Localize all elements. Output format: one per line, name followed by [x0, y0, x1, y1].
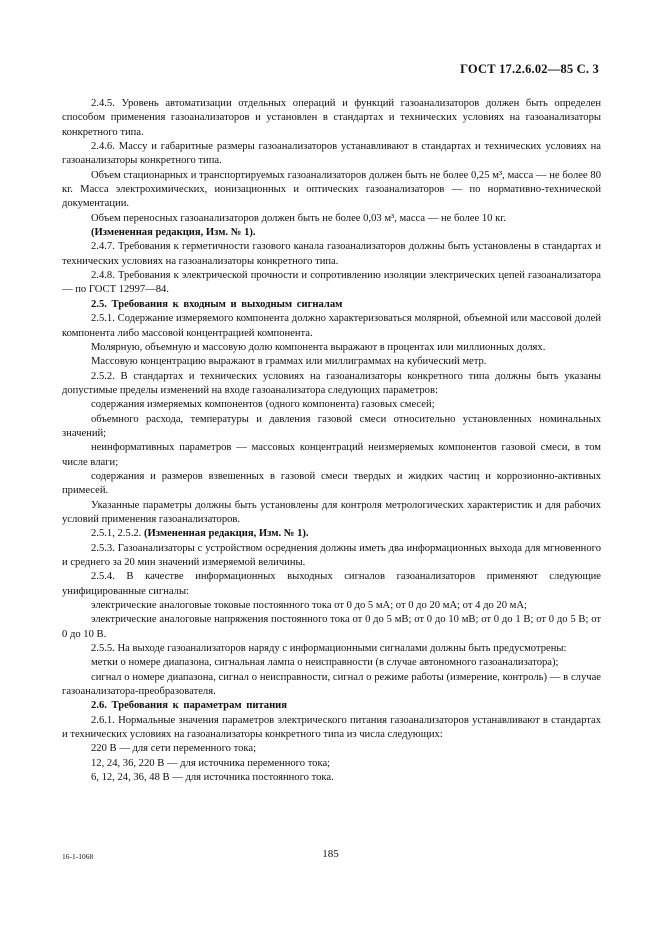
amendment-note: (Измененная редакция, Изм. № 1).: [143, 528, 309, 540]
paragraph: 2.4.7. Требования к герметичности газового канала газоанализаторов должны быть установлены в стандартах и технических условиях на газоанализаторы конкретного типа.: [62, 241, 601, 267]
paragraph: Массовую концентрацию выражают в граммах или миллиграммах на кубический метр.: [91, 356, 487, 368]
amendment-line: [62, 527, 601, 541]
list-item: 220 В — для сети переменного тока;: [91, 743, 257, 755]
section-heading: 2.5. Требования к входным и выходным сигналам: [91, 298, 343, 310]
paragraph: 2.5.2. В стандартах и технических условиях на газоанализаторы конкретного типа должны быть указаны допустимые пределы изменений на входе газоанализатора следующих параметров:: [62, 370, 601, 396]
list-item: электрические аналоговые токовые постоянного тока от 0 до 5 мА; от 0 до 20 мА; от 4 до 20 мА;: [91, 600, 527, 612]
paragraph: 2.5.4. В качестве информационных выходных сигналов газоанализаторов применяют следующие унифицированные сигналы:: [62, 571, 601, 597]
paragraph: Объем переносных газоанализаторов должен быть не более 0,03 м³, масса — не более 10 кг.: [91, 212, 507, 224]
list-item: электрические аналоговые напряжения постоянного тока от 0 до 5 мВ; от 0 до 10 мВ; от 0 до 1 В; от 0 до 5 В; от 0 до 10 В.: [62, 614, 601, 640]
paragraph: Молярную, объемную и массовую долю компонента выражают в процентах или миллионных долях.: [91, 341, 546, 353]
list-item: 6, 12, 24, 36, 48 В — для источника постоянного тока.: [91, 772, 334, 784]
paragraph: 2.4.6. Массу и габаритные размеры газоанализаторов устанавливают в стандартах и технических условиях на газоанализаторы конкретного типа.: [62, 141, 601, 167]
page-number: 185: [322, 848, 339, 860]
paragraph: Объем стационарных и транспортируемых газоанализаторов должен быть не более 0,25 м³, масса — не более 80 кг. Масса электрохимических, ионизационных и оптических газоанализаторов — по нормативно-технической документации.: [62, 169, 601, 210]
paragraph: 2.6.1. Нормальные значения параметров электрического питания газоанализаторов устанавливают в стандартах и технических условиях на газоанализаторы конкретного типа из числа следующих:: [62, 714, 601, 741]
amendment-note: (Измененная редакция, Изм. № 1).: [91, 227, 256, 239]
list-item: неинформативных параметров — массовых концентраций неизмеряемых компонентов газовой смеси, в том числе влаги;: [62, 442, 601, 468]
paragraph: 2.5.3. Газоанализаторы с устройством осреднения должны иметь два информационных выхода для мгновенного и среднего за 20 мин значений измеряемой величины.: [62, 542, 601, 568]
paragraph: 2.5.1. Содержание измеряемого компонента должно характеризоваться молярной, объемной или массовой долей компонента либо массовой концентрацией компонента.: [62, 313, 601, 339]
list-item: 12, 24, 36, 220 В — для источника переменного тока;: [91, 757, 331, 769]
list-item: объемного расхода, температуры и давления газовой смеси относительно установленных номинальных значений;: [62, 413, 601, 439]
paragraph: 2.4.8. Требования к электрической прочности и сопротивлению изоляции электрических цепей газоанализатора — по ГОСТ 12997—84.: [62, 270, 601, 296]
list-item: содержания измеряемых компонентов (одного компонента) газовых смесей;: [91, 399, 435, 411]
paragraph: 2.5.5. На выходе газоанализаторов наряду с информационными сигналами должны быть предусмотрены:: [91, 643, 567, 655]
list-item: содержания и размеров взвешенных в газовой смеси твердых и жидких частиц и коррозионно-активных примесей.: [62, 470, 601, 497]
paragraph: 2.4.5. Уровень автоматизации отдельных операций и функций газоанализаторов должен быть определен способом применения газоанализаторов и установлен в стандартах и технических условиях на газоанализаторы конкретного типа.: [62, 98, 601, 138]
document-body: [62, 97, 601, 786]
clause-ref: 2.5.1, 2.5.2.: [91, 528, 142, 540]
page-header: ГОСТ 17.2.6.02—85 С. 3: [460, 62, 599, 76]
list-item: сигнал о номере диапазона, сигнал о неисправности, сигнал о режиме работы (измерение, контроль) — в случае газоанализатора-преобразователя.: [62, 671, 601, 698]
print-code: 16-1-1068: [62, 852, 94, 861]
section-heading: 2.6. Требования к параметрам питания: [91, 700, 288, 712]
paragraph: Указанные параметры должны быть установлены для контроля метрологических характеристик и для рабочих условий применения газоанализаторов.: [62, 499, 601, 525]
list-item: метки о номере диапазона, сигнальная лампа о неисправности (в случае автономного газоанализатора);: [91, 657, 559, 669]
